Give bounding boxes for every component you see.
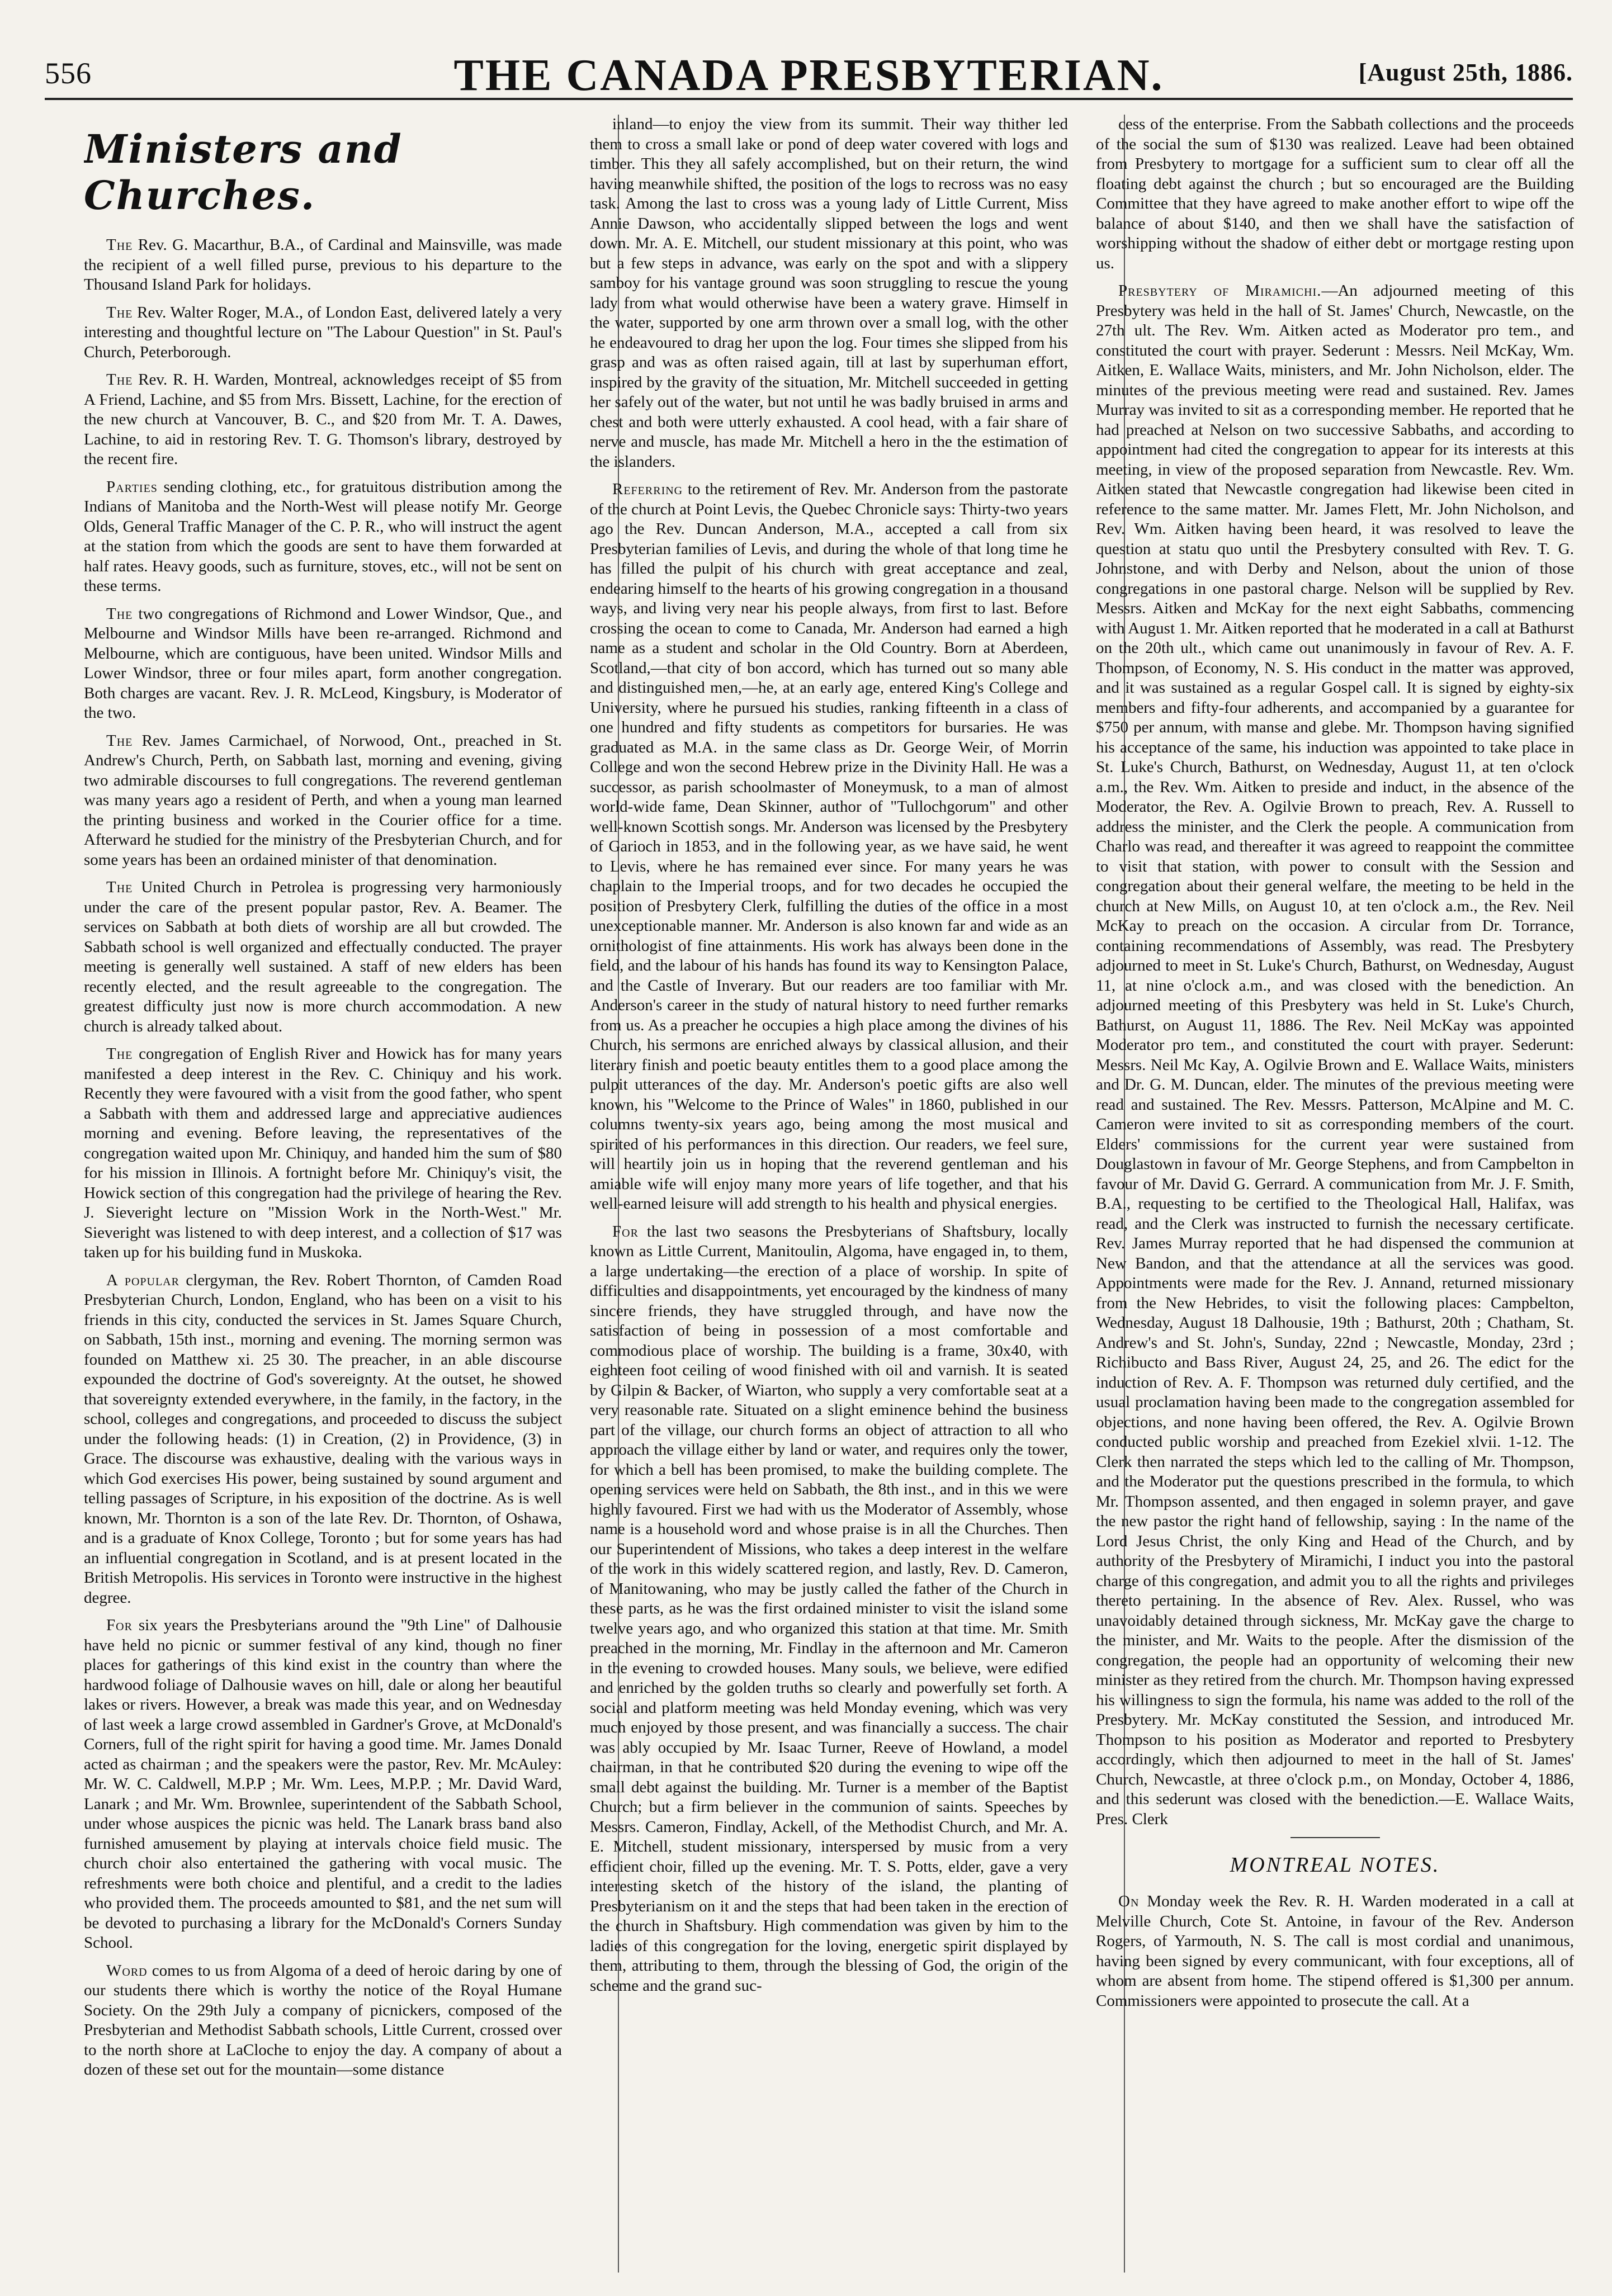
paragraph-lead: Parties — [106, 477, 158, 496]
section-rule — [1290, 1837, 1380, 1838]
paragraph-lead: Word — [106, 1961, 148, 1980]
paragraph-lead: The — [106, 236, 133, 254]
paragraph-lead: For — [106, 1616, 133, 1634]
column-2 — [590, 115, 1068, 2273]
article-paragraph — [84, 303, 562, 363]
article-paragraph — [1096, 1892, 1574, 2011]
paragraph-lead: The — [106, 1045, 133, 1063]
column-2-paragraphs — [590, 115, 1068, 1996]
paragraph-text: United Church in Petrolea is progressing very harmoniously under the care of the present popular pastor, Rev. A. Beamer. The services on Sabbath at both diets of worship are all but crowded. The Sabbath school is well organized and effectually conducted. The prayer meeting is generally well sustained. A staff of new elders has been recently elected, and the result agreeable to the congregation. The greatest difficulty just now is more church accommodation. A new church is already talked about. — [84, 878, 562, 1035]
article-paragraph — [590, 480, 1068, 1214]
column-1-paragraphs — [84, 235, 562, 2080]
header-rule — [45, 98, 1573, 100]
masthead-title: THE CANADA PRESBYTERIAN. — [453, 51, 1164, 100]
article-paragraph — [84, 477, 562, 597]
paragraph-text: comes to us from Algoma of a deed of heroic daring by one of our students there which is worthy the notice of the Royal Humane Society. On the 29th July a company of picnickers, composed of the Presbyterian and Methodist Sabbath schools, Little Current, crossed over to the north shore at LaCloche to enjoy the day. A company of about a dozen of these set out for the mountain—some distance — [84, 1961, 562, 2079]
montreal-notes-paragraphs — [1096, 1892, 1574, 2011]
article-paragraph — [84, 1616, 562, 1953]
column-3 — [1096, 115, 1574, 2273]
paragraph-lead: Presbytery of Miramichi. — [1118, 282, 1322, 300]
article-paragraph — [1096, 281, 1574, 1829]
paragraph-lead: The — [106, 303, 133, 321]
paragraph-text: inland—to enjoy the view from its summit. Their way thither led them to cross a small lake or pond of deep water covered with logs and timber. This they all safely accomplished, but on their return, the wind having meanwhile shifted, the position of the logs to recross was no easy task. Among the last to cross was a young lady of Little Current, Miss Annie Dawson, who accidentally slipped between the logs and went down. Mr. A. E. Mitchell, our student missionary at this point, who was but a few steps in advance, was early on the spot and with a slippery samboy for his vantage ground was soon struggling to rescue the young lady from what would otherwise have been a watery grave. Himself in the water, supported by one arm thrown over a small log, with the other he endeavoured to drag her upon the log. Four times she slipped from his grasp and was as often raised again, till at last by superhuman effort, inspired by the gravity of the situation, Mr. Mitchell succeeded in getting her safely out of the water, but not until he was badly bruised in arms and chest and both were utterly exhausted. A cool head, with a fair share of nerve and muscle, has made Mr. Mitchell a hero in the the estimation of the islanders. — [590, 115, 1068, 471]
article-paragraph — [84, 604, 562, 723]
paragraph-lead: The — [106, 731, 133, 750]
paragraph-text: congregation of English River and Howick has for many years manifested a deep interest in the Rev. C. Chiniquy and his work. Recently they were favoured with a visit from the good father, who spent a Sabbath with them and addressed large and appreciative audiences morning and evening. Before leaving, the representatives of the congregation waited upon Mr. Chiniquy, and handed him the sum of $80 for his mission in Illinois. A fortnight before Mr. Chiniquy's visit, the Howick section of this congregation had the privilege of hearing the Rev. J. Sieveright lecture on "Mission Work in the North-West." Mr. Sieveright was listened to with deep interest, and a collection of $17 was taken up for his building fund in Muskoka. — [84, 1045, 562, 1261]
paragraph-lead: For — [612, 1222, 639, 1241]
paragraph-lead: The — [106, 604, 133, 623]
article-paragraph — [84, 370, 562, 470]
paragraph-text: to the retirement of Rev. Mr. Anderson from the pastorate of the church at Point Levis, the Quebec Chronicle says: Thirty-two years ago the Rev. Duncan Anderson, M.A., accepted a call from six Presbyterian families of Levis, and during the whole of that long time he has filled the pulpit of his church with great acceptance and zeal, endearing himself to the hearts of his growing congregation in a thousand ways, and living very near his people always, from first to last. Before crossing the ocean to come to Canada, Mr. Anderson had earned a high name as a student and scholar in the Old Country. Born at Aberdeen, Scotland,—that city of bon accord, which has turned out so many able and distinguished men,—he, at an early age, entered King's College and University, where he pursued his studies, ranking fifteenth in a class of one hundred and fifty students as competitors for bursaries. He was graduated as M.A. in the same class as Dr. George Weir, of Morrin College and won the second Hebrew prize in the Divinity Hall. He was a successor, as parish schoolmaster of Moneymusk, to a man of almost world-wide fame, Dean Skinner, author of "Tullochgorum" and other well-known Scottish songs. Mr. Anderson was licensed by the Presbytery of Garioch in 1853, and in the following year, as we have said, he went to Levis, where he has remained ever since. For many years he was chaplain to the Imperial troops, and for two decades he occupied the position of Presbytery Clerk, fulfilling the duties of the office in a most unexceptionable manner. Mr. Anderson is also known far and wide as an ornithologist of fine attainments. His work has always been done in the field, and the labour of his hands has found its way to Kensington Palace, and the Castle of Inverary. But our readers are too familiar with Mr. Anderson's career in the study of natural history to need further remarks from us. As a preacher he occupies a high place among the divines of his Church, his sermons are enriched always by classical allusion, and their literary finish and poetic beauty entitles them to a good place among the pulpit utterances of the day. Mr. Anderson's poetic gifts are also well known, his "Welcome to the Prince of Wales" in 1860, published in our columns twenty-six years ago, being among the most musical and spirited of his performances in this direction. Our readers, we feel sure, will heartily join us in hoping that the reverend gentleman and his amiable wife will enjoy many more years of life together, and that his well-earned leisure will add strength to his health and physical energies. — [590, 480, 1068, 1213]
page-header — [45, 34, 1573, 106]
paragraph-text: —An adjourned meeting of this Presbytery was held in the hall of St. James' Church, Newcastle, on the 27th ult. The Rev. Wm. Aitken acted as Moderator pro tem., and constituted the court with prayer. Sederunt : Messrs. Neil McKay, Wm. Aitken, E. Wallace Waits, ministers, and Mr. John Nicholson, elder. The minutes of the previous meeting were read and sustained. Rev. James Murray was invited to sit as a corresponding member. He reported that he had preached at Nelson on two successive Sabbaths, and according to appointment had cited the congregation to appear for its interests at this meeting, in view of the proposed separation from Newcastle. Rev. Wm. Aitken stated that Newcastle congregation had likewise been cited in reference to the same matter. Mr. James Flett, Mr. John Nicholson, and Rev. Wm. Aitken having been heard, it was resolved to leave the question at statu quo until the Presbytery consulted with Rev. T. G. Johnstone, and with Derby and Nelson, about the union of those congregations in one pastoral charge. Nelson will be supplied by Rev. Messrs. Aitken and McKay for the next eight Sabbaths, commencing with August 1. Mr. Aitken reported that he moderated in a call at Bathurst on the 20th ult., which came out unanimously in favour of Rev. A. F. Thompson, of Economy, N. S. His conduct in the matter was approved, and it was sustained as a regular Gospel call. It is signed by eighty-six members and fifty-four adherents, and accompanied by a guarantee for $750 per annum, with manse and glebe. Mr. Thompson having signified his acceptance of the same, his induction was appointed to take place in St. Luke's Church, Bathurst, on Wednesday, August 11, at ten o'clock a.m., the Rev. Wm. Aitken to preside and induct, in the absence of the Moderator, the Rev. A. Ogilvie Brown to preach, Rev. A. Russell to address the minister, and the Clerk the people. A communication from Charlo was read, and thereafter it was agreed to reappoint the committee to visit that station, with power to consult with the Session and congregation about their general welfare, the meeting to be held in the church at New Mills, on August 10, at ten o'clock a.m., the Rev. Neil McKay to preach on the occasion. A circular from Dr. Torrance, containing recommendations of Assembly, was read. The Presbytery adjourned to meet in St. Luke's Church, Bathurst, on Wednesday, August 11, at nine o'clock a.m., and was closed with the benediction. An adjourned meeting of this Presbytery was held in St. Luke's Church, Bathurst, on August 11, 1886. The Rev. Neil McKay was appointed Moderator pro tem., and constituted the court with prayer. Sederunt: Messrs. Neil Mc Kay, A. Ogilvie Brown and E. Wallace Waits, ministers and Dr. G. M. Duncan, elder. The minutes of the previous meeting were read and sustained. The Rev. Messrs. Patterson, McAlpine and M. C. Cameron were invited to sit as corresponding members of the court. Elders' commissions for the current year were sustained from Douglastown in favour of Mr. George Stephens, and from Campbelton in favour of Mr. David G. Gerrard. A communication from Mr. J. F. Smith, B.A., requesting to be certified to the Theological Hall, Halifax, was read, and the Clerk was instructed to furnish the necessary certificate. Rev. James Murray reported that he had dispensed the communion at New Bandon, and that the attendance at all the services was good. Appointments were made for the Rev. J. Annand, returned missionary from the New Hebrides, to visit the following places: Campbelton, Wednesday, August 18 Dalhousie, 19th ; Bathurst, 20th ; Chatham, St. Andrew's and St. John's, Sunday, 22nd ; Newcastle, Monday, 23rd ; Richibucto and Bass River, August 24, 25, and 26. The edict for the induction of Rev. A. F. Thompson was returned duly certified, and the usual proclamation having been made to the congregation assembled for objections, and none having been offered, the Rev. A. Ogilvie Brown conducted public worship and preached from Ezekiel xlvii. 1-12. The Clerk then narrated the steps which led to the calling of Mr. Thompson, and the Moderator put the questions prescribed in the formula, to which Mr. Thompson assented, and then engaged in solemn prayer, and gave the new pastor the right hand of fellowship, saying : In the name of the Lord Jesus Christ, the only King and Head of the Church, and by authority of the Presbytery of Miramichi, I induct you into the pastoral charge of this congregation, and admit you to all the rights and privileges thereto pertaining. In the absence of Rev. Alex. Russel, who was unavoidably detained through sickness, Mr. McKay gave the charge to the minister, and Mr. Waits to the people. After the dismission of the congregation, the people had an opportunity of welcoming their new minister as they retired from the church. Mr. Thompson having expressed his willingness to sign the formula, his name was added to the roll of the Presbytery. Mr. McKay constituted the Session, and introduced Mr. Thompson to his position as Moderator and reported to Presbytery accordingly, which then adjourned to meet in the hall of St. James' Church, Newcastle, at three o'clock p.m., on Monday, October 4, 1886, and this sederunt was closed with the benediction.—E. Wallace Waits, Pres. Clerk — [1096, 282, 1574, 1828]
article-paragraph — [84, 731, 562, 870]
article-paragraph — [590, 1222, 1068, 1996]
paragraph-text: six years the Presbyterians around the "9th Line" of Dalhousie have held no picnic or summer festival of any kind, though no finer places for gatherings of this kind exist in the country than where the hardwood foliage of Dalhousie waves on hill, dale or along her beautiful lakes or rivers. However, a break was made this year, and on Wednesday of last week a large crowd assembled in Gardner's Grove, at McDonald's Corners, full of the right spirit for having a good time. Mr. James Donald acted as chairman ; and the speakers were the pastor, Rev. Mr. McAuley: Mr. W. C. Caldwell, M.P.P ; Mr. Wm. Lees, M.P.P. ; Mr. David Ward, Lanark ; and Mr. Wm. Brownlee, superintendent of the Sabbath School, under whose auspices the picnic was held. The Lanark brass band also furnished amusement by playing at intervals choice field music. The church choir also entertained the gathering with vocal music. The refreshments were both choice and plentiful, and a credit to the ladies who provided them. The proceeds amounted to $81, and the net sum will be devoted to purchasing a library for the McDonald's Corners Sunday School. — [84, 1616, 562, 1952]
paragraph-text: two congregations of Richmond and Lower Windsor, Que., and Melbourne and Windsor Mills have been re-arranged. Richmond and Melbourne, which are contiguous, have been united. Windsor Mills and Lower Windsor, three or four miles apart, form another congregation. Both charges are vacant. Rev. J. R. McLeod, Kingsbury, is Moderator of the two. — [84, 604, 562, 722]
article-paragraph — [1096, 115, 1574, 273]
paragraph-text: Rev. G. Macarthur, B.A., of Cardinal and Mainsville, was made the recipient of a well filled purse, previous to his departure to the Thousand Island Park for holidays. — [84, 236, 562, 293]
paragraph-text: sending clothing, etc., for gratuitous distribution among the Indians of Manitoba and the North-West will please notify Mr. George Olds, General Traffic Manager of the C. P. R., who will instruct the agent at the station from which the goods are sent to have them forwarded at half rates. Heavy goods, such as furniture, stoves, etc., will not be sent on these terms. — [84, 477, 562, 595]
paragraph-text: Rev. James Carmichael, of Norwood, Ont., preached in St. Andrew's Church, Perth, on Sabbath last, morning and evening, giving two admirable discourses to full congregations. The reverend gentleman was many years ago a resident of Perth, and when a young man learned the printing business and worked in the Courier office for a time. Afterward he studied for the ministry of the Presbyterian Church, and for some years has been an ordained minister of that denomination. — [84, 731, 562, 869]
page-number: 556 — [45, 56, 92, 90]
article-paragraph — [84, 235, 562, 295]
paragraph-lead: Referring — [612, 480, 683, 498]
paragraph-text: Rev. R. H. Warden, Montreal, acknowledges receipt of $5 from A Friend, Lachine, and $5 from Mrs. Bissett, Lachine, for the erection of the new church at Vancouver, B. C., and $20 from Mr. T. A. Dawes, Lachine, to aid in restoring Rev. T. G. Thomson's library, destroyed by the recent fire. — [84, 371, 562, 468]
column-3-paragraphs — [1096, 115, 1574, 1829]
paragraph-text: clergyman, the Rev. Robert Thornton, of Camden Road Presbyterian Church, London, England, who has been on a visit to his friends in this city, conducted the services in St. James Square Church, on Sabbath, 15th inst., morning and evening. The morning sermon was founded on Matthew xi. 25 30. The preacher, in an able discourse expounded the doctrine of God's sovereignty. At the outset, he showed that sovereignty extended everywhere, in the family, in the factory, in the school, colleges and congregations, and proceeded to discuss the subject under the following heads: (1) in Creation, (2) in Providence, (3) in Grace. The discourse was exhaustive, dealing with the various ways in which God exercises His power, being sustained by sound argument and telling passages of Scripture, in his exposition of the doctrine. As is well known, Mr. Thornton is a son of the late Rev. Dr. Thornton, of Oshawa, and is a graduate of Knox College, Toronto ; but for some years has had an influential congregation in Scotland, and is at present located in the British Metropolis. His services in Toronto were instructive in the highest degree. — [84, 1271, 562, 1607]
paragraph-text: the last two seasons the Presbyterians of Shaftsbury, locally known as Little Current, Manitoulin, Algoma, have engaged in, to them, a large undertaking—the erection of a place of worship. In spite of difficulties and disappointments, yet encouraged by the kindness of many sincere friends, they have struggled through, and have now the satisfaction of being in possession of a most comfortable and commodious place of worship. The building is a frame, 30x40, with eighteen foot ceiling of wood finished with oil and varnish. It is seated by Gilpin & Backer, of Wiarton, who supply a very comfortable seat at a very reasonable rate. Situated on a slight eminence behind the business part of the village, our church forms an object of attraction to all who approach the village either by land or water, and requires only the tower, for which a bell has been promised, to make the building complete. The opening services were held on Sabbath, the 8th inst., and in this we were highly favoured. First we had with us the Moderator of Assembly, whose name is a household word and whose praise is in all the Churches. Then our Superintendent of Missions, who takes a deep interest in the welfare of the work in this widely scattered region, and lastly, Rev. D. Cameron, of Manitowaning, who may be justly called the father of the Church in these parts, as he was the first ordained minister to visit the island some twelve years ago, and who organized this station at that time. Mr. Smith preached in the morning, Mr. Findlay in the afternoon and Mr. Cameron in the evening to crowded houses. Many souls, we believe, were edified and enriched by the golden truths so clearly and powerfully set forth. A social and platform meeting was held Monday evening, which was very much enjoyed by those present, and was financially a success. The chair was ably occupied by Mr. Isaac Turner, Reeve of Howland, a model chairman, in that he contributed $20 during the evening to wipe off the small debt against the building. Mr. Turner is a member of the Baptist Church; but a firm believer in the communion of saints. Speeches by Messrs. Cameron, Findlay, Ackell, of the Methodist Church, and Mr. A. E. Mitchell, student missionary, interspersed by music from a very efficient choir, filled up the evening. Mr. T. S. Potts, elder, gave a very interesting sketch of the history of the island, the planting of Presbyterianism on it and the steps that had been taken in the erection of the church in Shaftsbury. High commendation was given by him to the ladies of this congregation for the loving, energetic spirit displayed by them, attributing to them, through the blessing of God, the origin of the scheme and the grand suc- — [590, 1222, 1068, 1995]
article-paragraph — [84, 1961, 562, 2080]
issue-date: [August 25th, 1886. — [1358, 59, 1573, 86]
article-paragraph — [590, 115, 1068, 472]
paragraph-lead: A popular — [106, 1271, 179, 1289]
section-title: Ministers and Churches. — [84, 126, 403, 219]
article-paragraph — [84, 878, 562, 1036]
article-paragraph — [84, 1271, 562, 1608]
paragraph-lead: The — [106, 371, 133, 389]
montreal-notes-heading: MONTREAL NOTES. — [1230, 1853, 1440, 1877]
paragraph-text: Monday week the Rev. R. H. Warden moderated in a call at Melville Church, Cote St. Antoine, in favour of the Rev. Anderson Rogers, of Yarmouth, N. S. The call is most cordial and unanimous, having been signed by every communicant, with four exceptions, all of whom are absent from home. The stipend offered is $1,300 per annum. Commissioners were appointed to prosecute the call. At a — [1096, 1892, 1574, 2010]
article-columns — [84, 115, 1594, 2273]
column-1 — [84, 115, 562, 2273]
article-paragraph — [84, 1044, 562, 1263]
paragraph-text: cess of the enterprise. From the Sabbath collections and the proceeds of the social the sum of $130 was realized. Leave had been obtained from Presbytery to mortgage for a sufficient sum to clear off all the floating debt against the church ; but so encouraged are the Building Committee that they have agreed to make another effort to wipe off the balance of about $140, and then we shall have the satisfaction of worshipping without the shadow of either debt or mortgage resting upon us. — [1096, 115, 1574, 272]
paragraph-text: Rev. Walter Roger, M.A., of London East, delivered lately a very interesting and thoughtful lecture on "The Labour Question" in St. Paul's Church, Peterborough. — [84, 303, 562, 361]
paragraph-lead: On — [1118, 1892, 1140, 1910]
paragraph-lead: The — [106, 878, 133, 896]
